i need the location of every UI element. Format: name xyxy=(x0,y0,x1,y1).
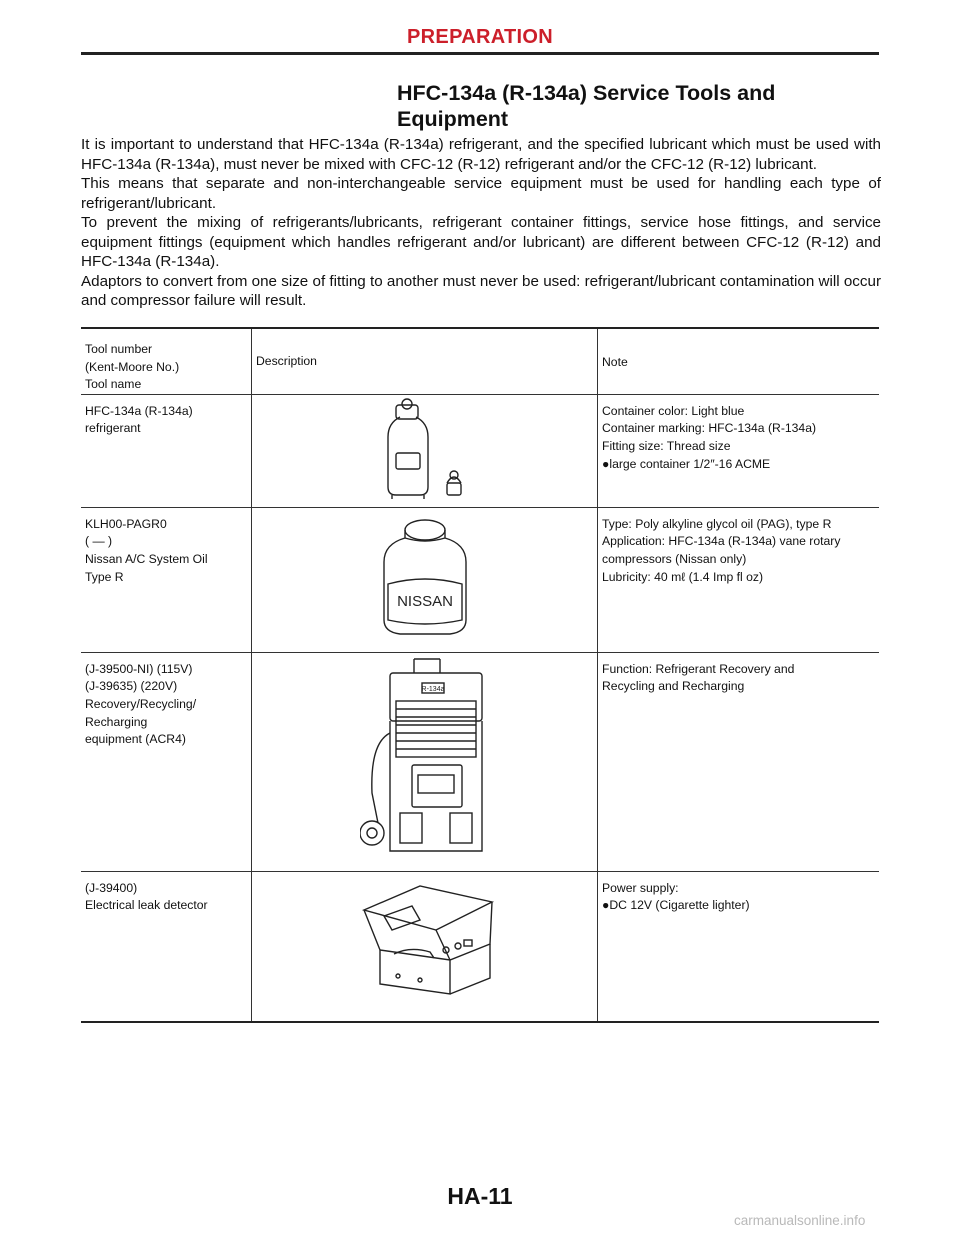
note-line: Application: HFC-134a (R-134a) vane rotary xyxy=(602,534,841,549)
page-title-line-1: HFC-134a (R-134a) Service Tools and xyxy=(397,81,776,105)
tool-line: Recovery/Recycling/ xyxy=(85,696,197,711)
description-cell xyxy=(252,394,598,507)
header-tool-line: (Kent-Moore No.) xyxy=(85,359,180,374)
note-cell xyxy=(598,652,880,871)
note-line: Power supply: xyxy=(602,880,679,895)
refrigerant-cylinder-icon xyxy=(252,395,597,503)
note-line: Recycling and Recharging xyxy=(602,679,745,694)
intro-paragraph: This means that separate and non-interchangeable service equipment must be used for handling each type of refrigerant/lubricant. xyxy=(81,175,881,212)
table-row xyxy=(81,871,879,1022)
table-row xyxy=(81,394,879,507)
table-row xyxy=(81,652,879,871)
tool-cell xyxy=(81,394,252,507)
can-label: NISSAN xyxy=(396,592,453,610)
header-description: Description xyxy=(252,328,598,394)
page-number: HA-11 xyxy=(447,1183,513,1209)
machine-label: R-134a xyxy=(421,685,444,693)
note-line: Lubricity: 40 mℓ (1.4 Imp fl oz) xyxy=(602,569,764,584)
tool-line: KLH00-PAGR0 xyxy=(85,516,167,531)
note-line: Container color: Light blue xyxy=(602,403,745,418)
tool-line: Recharging xyxy=(85,714,148,729)
description-cell xyxy=(252,507,598,652)
oil-can-icon xyxy=(252,508,597,640)
tool-cell xyxy=(81,871,252,1022)
tool-line: Electrical leak detector xyxy=(85,898,208,913)
note-line: ●large container 1/2″-16 ACME xyxy=(602,456,771,471)
header-tool-line: Tool number xyxy=(85,342,153,356)
note-line: Type: Poly alkyline glycol oil (PAG), type R xyxy=(602,516,832,531)
tool-cell xyxy=(81,507,252,652)
note-line: compressors (Nissan only) xyxy=(602,551,747,566)
table-row xyxy=(81,507,879,652)
tool-line: Nissan A/C System Oil xyxy=(85,551,208,566)
service-tools-table xyxy=(81,327,879,1023)
watermark: carmanualsonline.info xyxy=(734,1213,866,1228)
intro-paragraph: Adaptors to convert from one size of fitting to another must never be used: refrigerant/lubricant contamination will occur and compressor failure will result. xyxy=(81,272,881,309)
header-tool-line: Tool name xyxy=(85,377,142,392)
tool-line: (J-39500-NI) (115V) xyxy=(85,661,193,676)
tool-line: (J-39400) xyxy=(85,880,138,895)
note-line: ●DC 12V (Cigarette lighter) xyxy=(602,898,750,913)
tool-line: Type R xyxy=(85,569,124,584)
tool-line: ( — ) xyxy=(85,534,113,549)
note-cell xyxy=(598,871,880,1022)
header-rule xyxy=(81,52,879,55)
note-line: Function: Refrigerant Recovery and xyxy=(602,661,795,676)
tool-line: HFC-134a (R-134a) xyxy=(85,403,193,418)
header-note: Note xyxy=(598,328,880,394)
tool-line: equipment (ACR4) xyxy=(85,732,186,747)
section-header: PREPARATION xyxy=(407,26,553,48)
table-header-row xyxy=(81,328,879,394)
tool-line: (J-39635) (220V) xyxy=(85,679,178,694)
intro-paragraph: To prevent the mixing of refrigerants/lubricants, refrigerant container fittings, service hose fittings, and service equipment fittings (equipment which handles refrigerant and/or lubricant) are different between CFC-12 (R-12) and HFC-134a (R-134a). xyxy=(81,214,881,270)
note-cell xyxy=(598,394,880,507)
leak-detector-case-icon xyxy=(252,872,597,1002)
note-line: Fitting size: Thread size xyxy=(602,438,731,453)
page-title xyxy=(397,80,867,132)
description-cell xyxy=(252,652,598,871)
note-cell xyxy=(598,507,880,652)
tools-table-wrapper xyxy=(81,327,879,1023)
note-line: Container marking: HFC-134a (R-134a) xyxy=(602,421,817,436)
intro-paragraph: It is important to understand that HFC-134a (R-134a) refrigerant, and the specified lubricant which must be used with HFC-134a (R-134a), must never be mixed with CFC-12 (R-12) refrigerant and/or the CFC-12 (R-12) lubricant. xyxy=(81,136,881,173)
tool-line: refrigerant xyxy=(85,421,141,436)
page-title-line-2: Equipment xyxy=(397,107,509,131)
tool-cell xyxy=(81,652,252,871)
description-cell xyxy=(252,871,598,1022)
intro-text xyxy=(81,135,881,311)
header-tool-number xyxy=(81,328,252,394)
recovery-machine-icon xyxy=(252,653,597,859)
